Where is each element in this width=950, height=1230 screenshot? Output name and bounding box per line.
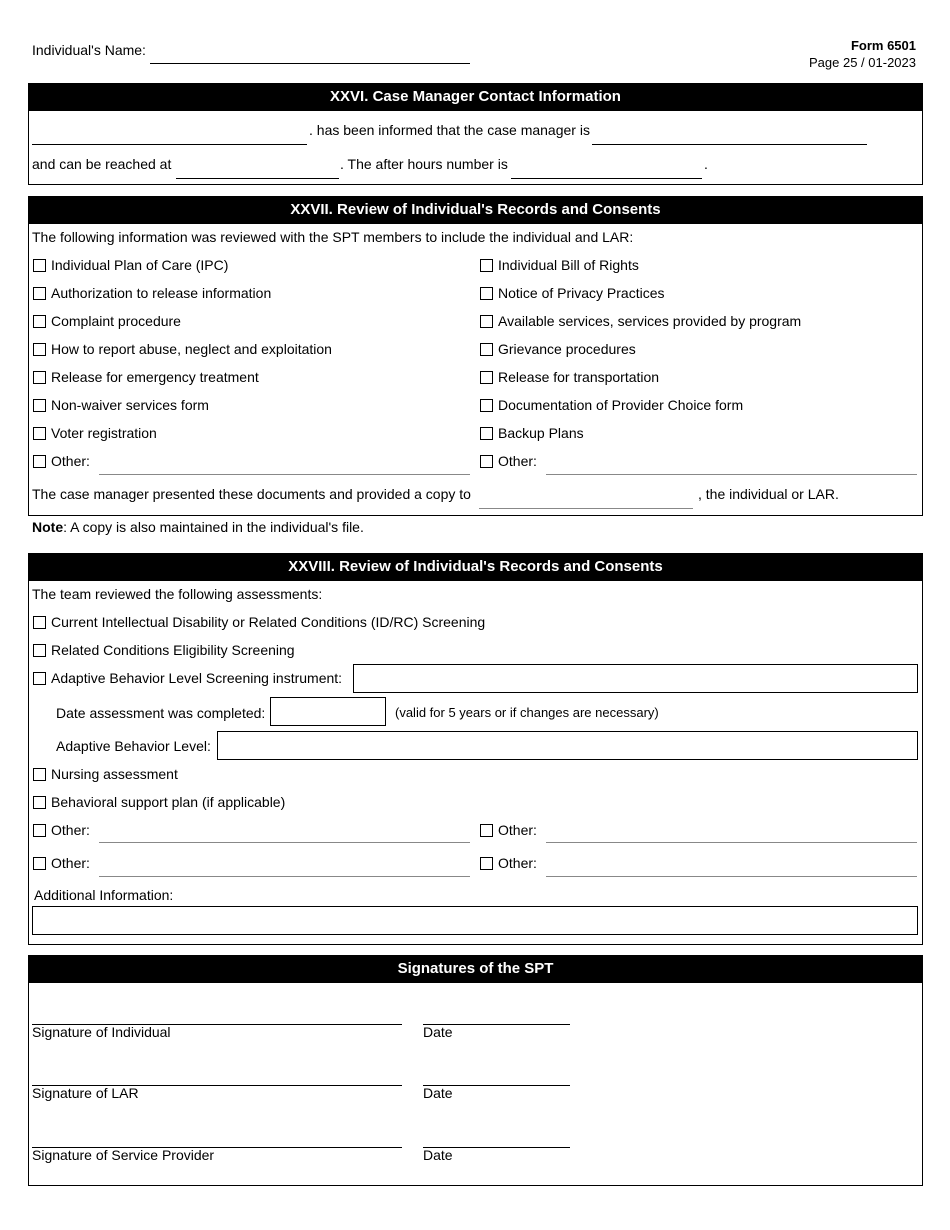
signature-label: Signature of Individual xyxy=(32,1024,171,1040)
other-field[interactable] xyxy=(99,842,470,843)
note-label: Note xyxy=(32,519,64,535)
checkbox[interactable] xyxy=(33,343,46,356)
assessment-item: Nursing assessment xyxy=(51,766,178,782)
page-info: Page 25 / 01-2023 xyxy=(809,55,916,70)
section-28-title: XXVIII. Review of Individual's Records and Consents xyxy=(28,553,923,581)
copy-suffix: , the individual or LAR. xyxy=(698,486,839,502)
signature-label: Signature of LAR xyxy=(32,1085,139,1101)
checkbox[interactable] xyxy=(480,824,493,837)
reached-text: and can be reached at xyxy=(32,156,172,172)
records-item: Release for transportation xyxy=(498,369,660,385)
records-item: Complaint procedure xyxy=(51,313,181,329)
period-text: . xyxy=(704,156,708,172)
abl-field[interactable] xyxy=(217,731,918,760)
records-item: Voter registration xyxy=(51,425,157,441)
case-manager-field[interactable] xyxy=(592,144,867,145)
records-item: Release for emergency treatment xyxy=(51,369,259,385)
form-number: Form 6501 xyxy=(850,38,916,53)
records-item: How to report abuse, neglect and exploitation xyxy=(51,341,332,357)
other-label: Other: xyxy=(51,822,90,838)
checkbox[interactable] xyxy=(33,672,46,685)
date-label: Date xyxy=(423,1024,453,1040)
additional-info-field[interactable] xyxy=(32,906,918,935)
records-item: Grievance procedures xyxy=(498,341,636,357)
checkbox[interactable] xyxy=(480,857,493,870)
section-26-title: XXVI. Case Manager Contact Information xyxy=(28,83,923,111)
section-27-intro: The following information was reviewed with the SPT members to include the individual and LAR: xyxy=(32,229,634,245)
other-label: Other: xyxy=(498,453,537,469)
checkbox[interactable] xyxy=(33,399,46,412)
checkbox[interactable] xyxy=(480,315,493,328)
individual-name-field[interactable] xyxy=(150,63,470,64)
section-27-title: XXVII. Review of Individual's Records and Consents xyxy=(28,196,923,224)
other-field[interactable] xyxy=(546,876,917,877)
checkbox[interactable] xyxy=(33,259,46,272)
checkbox[interactable] xyxy=(33,287,46,300)
note xyxy=(32,519,364,535)
records-item: Individual Bill of Rights xyxy=(498,257,639,273)
informed-text: . has been informed that the case manager is xyxy=(309,122,590,138)
checkbox[interactable] xyxy=(33,315,46,328)
assessment-item: Related Conditions Eligibility Screening xyxy=(51,642,295,658)
checkbox[interactable] xyxy=(480,343,493,356)
records-item: Backup Plans xyxy=(498,425,584,441)
copy-recipient-field[interactable] xyxy=(479,508,693,509)
records-item: Notice of Privacy Practices xyxy=(498,285,665,301)
other-field[interactable] xyxy=(99,474,470,475)
date-completed-field[interactable] xyxy=(270,697,386,726)
records-item: Non-waiver services form xyxy=(51,397,209,413)
checkbox[interactable] xyxy=(33,616,46,629)
checkbox[interactable] xyxy=(33,427,46,440)
checkbox[interactable] xyxy=(33,644,46,657)
checkbox[interactable] xyxy=(480,259,493,272)
assessment-item: Current Intellectual Disability or Related Conditions (ID/RC) Screening xyxy=(51,614,486,630)
additional-info-label: Additional Information: xyxy=(34,887,174,903)
other-label: Other: xyxy=(498,855,537,871)
signatures-title: Signatures of the SPT xyxy=(28,955,923,983)
checkbox[interactable] xyxy=(480,427,493,440)
records-item: Authorization to release information xyxy=(51,285,272,301)
informed-person-field[interactable] xyxy=(32,144,307,145)
screening-instrument-field[interactable] xyxy=(353,664,918,693)
checkbox[interactable] xyxy=(33,455,46,468)
checkbox[interactable] xyxy=(33,824,46,837)
assessment-item: Adaptive Behavior Level Screening instrument: xyxy=(51,670,343,686)
individual-name-label: Individual's Name: xyxy=(32,42,146,58)
other-field[interactable] xyxy=(99,876,470,877)
date-label: Date xyxy=(423,1147,453,1163)
other-label: Other: xyxy=(498,822,537,838)
checkbox[interactable] xyxy=(33,857,46,870)
valid-note: (valid for 5 years or if changes are necessary) xyxy=(395,705,659,720)
phone-field[interactable] xyxy=(176,178,339,179)
other-field[interactable] xyxy=(546,474,917,475)
checkbox[interactable] xyxy=(480,371,493,384)
checkbox[interactable] xyxy=(480,287,493,300)
abl-label: Adaptive Behavior Level: xyxy=(56,738,211,754)
checkbox[interactable] xyxy=(480,455,493,468)
copy-text: The case manager presented these documents and provided a copy to xyxy=(32,486,471,502)
records-item: Available services, services provided by program xyxy=(498,313,802,329)
note-text: : A copy is also maintained in the individual's file. xyxy=(63,519,364,535)
checkbox[interactable] xyxy=(33,796,46,809)
records-item: Documentation of Provider Choice form xyxy=(498,397,744,413)
signature-label: Signature of Service Provider xyxy=(32,1147,215,1163)
other-label: Other: xyxy=(51,453,90,469)
records-item: Individual Plan of Care (IPC) xyxy=(51,257,229,273)
after-hours-field[interactable] xyxy=(511,178,702,179)
checkbox[interactable] xyxy=(33,371,46,384)
checkbox[interactable] xyxy=(480,399,493,412)
section-28-intro: The team reviewed the following assessments: xyxy=(32,586,323,602)
date-completed-label: Date assessment was completed: xyxy=(56,705,266,721)
date-label: Date xyxy=(423,1085,453,1101)
assessment-item: Behavioral support plan (if applicable) xyxy=(51,794,286,810)
other-field[interactable] xyxy=(546,842,917,843)
checkbox[interactable] xyxy=(33,768,46,781)
other-label: Other: xyxy=(51,855,90,871)
after-hours-text: . The after hours number is xyxy=(340,156,508,172)
